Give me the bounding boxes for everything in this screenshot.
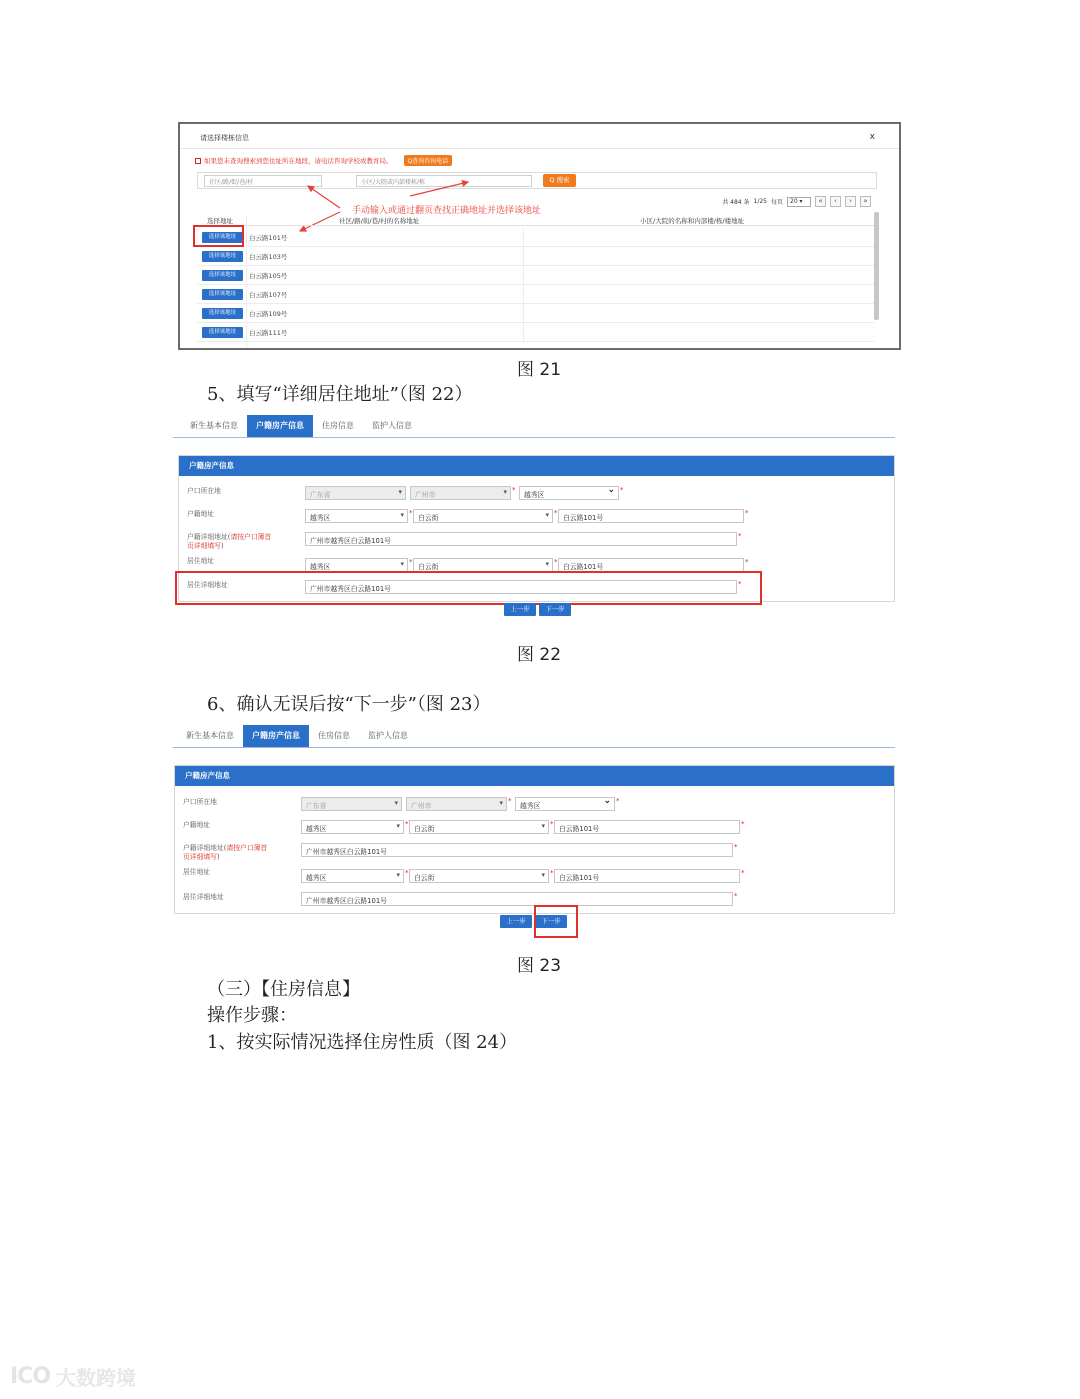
address-table xyxy=(197,228,874,342)
residence-detail-input[interactable]: 广州市越秀区白云路101号 xyxy=(305,580,737,594)
select-address-button[interactable]: 选择该地址 xyxy=(202,270,243,281)
table-row xyxy=(197,247,874,266)
tab-bar xyxy=(177,725,417,747)
next-step-button[interactable]: 下一步 xyxy=(539,603,571,616)
form-row: 户籍详细地址(请按户口簿首 页详细填写) 广州市越秀区白云路101号 * xyxy=(183,843,738,861)
table-header xyxy=(197,215,874,226)
panel-title: 户籍房产信息 xyxy=(179,456,894,476)
form-row: 户籍地址 越秀区 ▾ * 白云街 ▾ * 白云路101号 * xyxy=(179,507,894,527)
district-select[interactable]: 越秀区 ⌄ xyxy=(515,797,615,811)
street-select[interactable]: 白云街 ▾ xyxy=(413,509,553,523)
column-header: 小区/大院的名称和内部楼/栋/楼地址 xyxy=(640,217,745,225)
tab-housing[interactable]: 住房信息 xyxy=(322,421,354,430)
address-cell: 白云路107号 xyxy=(249,291,288,299)
form-row: 居住详细地址 广州市越秀区白云路101号 * xyxy=(187,580,742,593)
tab-household[interactable]: 户籍房产信息 xyxy=(247,415,313,437)
form-row: 居住详细地址 广州市越秀区白云路101号 * xyxy=(183,892,738,905)
highlight-box xyxy=(175,571,762,605)
province-select[interactable]: 广东省 ▾ xyxy=(301,797,402,811)
warning-text: 如果您未查询搜索到您住址所在地段，请电话咨询学校或教育局。 xyxy=(204,157,393,165)
next-step-button[interactable]: 下一步 xyxy=(535,915,567,928)
panel-title: 户籍房产信息 xyxy=(175,766,894,786)
select-address-button[interactable]: 选择该地址 xyxy=(202,232,243,243)
form-nav xyxy=(504,603,571,616)
step-text: 1、按实际情况选择住房性质（图 24） xyxy=(207,1032,518,1053)
per-page-label: 每页 xyxy=(770,199,783,206)
watermark xyxy=(10,1362,136,1391)
tab-housing[interactable]: 住房信息 xyxy=(318,731,350,740)
district-select[interactable]: 越秀区 ▾ xyxy=(305,558,408,572)
prev-step-button[interactable]: 上一步 xyxy=(504,603,536,616)
district-select[interactable]: 越秀区 ▾ xyxy=(305,509,408,523)
hukou-detail-input[interactable]: 广州市越秀区白云路101号 xyxy=(305,532,737,546)
tab-household[interactable]: 户籍房产信息 xyxy=(243,725,309,747)
city-select[interactable]: 广州市 ▾ xyxy=(410,486,511,500)
road-input[interactable]: 白云路101号 xyxy=(554,869,740,883)
field-label: 居住详细地址 xyxy=(183,893,224,901)
street-select[interactable]: 白云街 ▾ xyxy=(413,558,553,572)
per-page-select[interactable]: 20 ▾ xyxy=(787,197,811,207)
district-select[interactable]: 越秀区 ⌄ xyxy=(519,486,619,500)
select-address-button[interactable]: 选择该地址 xyxy=(202,308,243,319)
building-search-input[interactable]: 小区/大院或内部楼栋/栋 xyxy=(356,175,532,187)
district-select[interactable]: 越秀区 ▾ xyxy=(301,820,404,834)
select-address-button[interactable]: 选择该地址 xyxy=(202,327,243,338)
section-heading: （三）【住房信息】 xyxy=(207,979,360,1000)
district-select[interactable]: 越秀区 ▾ xyxy=(301,869,404,883)
figure-caption: 图 22 xyxy=(517,645,562,665)
watermark-text: 大数跨境 xyxy=(56,1366,137,1390)
table-row xyxy=(197,304,874,323)
step-text: 5、填写“详细居住地址”（图 22） xyxy=(207,384,473,405)
form-row: 户籍详细地址(请按户口簿首 页详细填写) 广州市越秀区白云路101号 * xyxy=(187,532,742,550)
field-label: 户籍详细地址(请按户口簿首 页详细填写) xyxy=(187,533,272,550)
total-count: 共 484 条 xyxy=(722,199,750,206)
address-cell: 白云路101号 xyxy=(249,234,288,242)
field-label: 户口所在地 xyxy=(183,798,217,806)
field-label: 居住地址 xyxy=(183,868,211,876)
tab-basic-info[interactable]: 新生基本信息 xyxy=(186,731,234,740)
highlight-box xyxy=(193,225,244,247)
tab-underline xyxy=(173,747,895,748)
figure-caption: 图 21 xyxy=(517,360,562,380)
search-button[interactable]: Q 搜索 xyxy=(543,174,576,187)
province-select[interactable]: 广东省 ▾ xyxy=(305,486,406,500)
street-select[interactable]: 白云街 ▾ xyxy=(409,820,549,834)
modal-title: 请选择楼栋信息 xyxy=(200,134,249,142)
first-page-icon[interactable]: « xyxy=(815,196,826,207)
hukou-detail-input[interactable]: 广州市越秀区白云路101号 xyxy=(301,843,733,857)
address-picker-modal xyxy=(178,122,901,350)
community-search-input[interactable]: 社区/路/街/巷/村 xyxy=(204,175,322,187)
step-text: 6、确认无误后按“下一步”（图 23） xyxy=(207,694,491,715)
street-select[interactable]: 白云街 ▾ xyxy=(409,869,549,883)
field-label: 户口所在地 xyxy=(187,487,221,495)
watermark-logo: ICO xyxy=(10,1364,51,1389)
annotation-arrows xyxy=(180,124,900,244)
field-label: 居住详细地址 xyxy=(187,581,228,589)
form-row: 户籍地址 越秀区 ▾ * 白云街 ▾ * 白云路101号 * xyxy=(175,818,894,838)
field-label: 户籍地址 xyxy=(183,821,211,829)
city-select[interactable]: 广州市 ▾ xyxy=(406,797,507,811)
next-page-icon[interactable]: › xyxy=(845,196,856,207)
table-row xyxy=(197,323,874,342)
prev-step-button[interactable]: 上一步 xyxy=(500,915,532,928)
form-panel xyxy=(174,765,895,914)
page-indicator: 1/25 xyxy=(753,198,767,205)
figure-caption: 图 23 xyxy=(517,956,562,976)
close-icon[interactable]: x xyxy=(869,132,875,142)
address-cell: 白云路103号 xyxy=(249,253,288,261)
highlight-box xyxy=(534,905,578,938)
ops-heading: 操作步骤： xyxy=(207,1005,297,1026)
column-header: 选择地址 xyxy=(207,217,233,225)
table-row xyxy=(197,266,874,285)
tab-guardian[interactable]: 监护人信息 xyxy=(368,731,408,740)
tab-guardian[interactable]: 监护人信息 xyxy=(372,421,412,430)
select-address-button[interactable]: 选择该地址 xyxy=(202,289,243,300)
household-form-figure xyxy=(173,412,895,622)
household-form-figure xyxy=(173,722,895,942)
field-label: 居住地址 xyxy=(187,557,215,565)
residence-detail-input[interactable]: 广州市越秀区白云路101号 xyxy=(301,892,733,906)
form-row: 居住地址 越秀区 ▾ * 白云街 ▾ * 白云路101号 * xyxy=(179,556,894,576)
tab-bar xyxy=(181,415,421,437)
address-cell: 白云路105号 xyxy=(249,272,288,280)
address-cell: 白云路109号 xyxy=(249,310,288,318)
form-row: 居住地址 越秀区 ▾ * 白云街 ▾ * 白云路101号 * xyxy=(175,867,894,887)
column-header: 社区/路/街/巷/村的名称地址 xyxy=(339,217,420,225)
scrollbar[interactable] xyxy=(874,212,879,320)
form-row: 户口所在地 广东省 ▾ 广州市 ▾ * 越秀区 ⌄ * xyxy=(175,795,894,815)
annotation-text: 手动输入或通过翻页查找正确地址并选择该地址 xyxy=(352,206,542,216)
prev-page-icon[interactable]: ‹ xyxy=(830,196,841,207)
hotline-button[interactable]: Q查询咨询电话 xyxy=(404,155,453,166)
table-row xyxy=(197,228,874,247)
form-row: 户口所在地 广东省 ▾ 广州市 ▾ * 越秀区 ⌄ * xyxy=(179,484,894,504)
select-address-button[interactable]: 选择该地址 xyxy=(202,251,243,262)
last-page-icon[interactable]: » xyxy=(860,196,871,207)
road-input[interactable]: 白云路101号 xyxy=(558,558,744,572)
field-label: 户籍地址 xyxy=(187,510,215,518)
tab-basic-info[interactable]: 新生基本信息 xyxy=(190,421,238,430)
address-cell: 白云路111号 xyxy=(249,329,288,337)
table-row xyxy=(197,285,874,304)
field-label: 户籍详细地址(请按户口簿首 页详细填写) xyxy=(183,844,268,861)
road-input[interactable]: 白云路101号 xyxy=(558,509,744,523)
road-input[interactable]: 白云路101号 xyxy=(554,820,740,834)
tab-underline xyxy=(173,437,895,438)
